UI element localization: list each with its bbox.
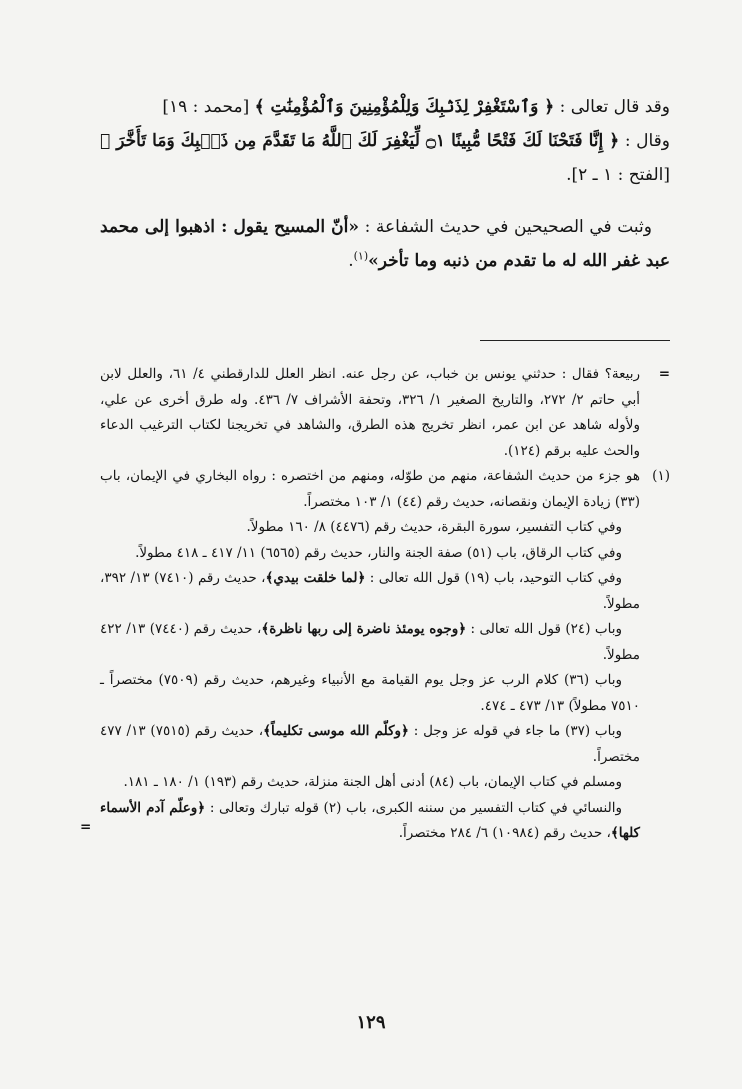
intro-text: وقال :: [619, 131, 670, 151]
continuation-text: ربيعة؟ فقال : حدثني يونس بن خباب، عن رجل عنه. انظر العلل للدارقطني ٤/ ٦١، والعلل لابن أبي حاتم ٢/ ٢٧٢، والتاريخ الصغير ١/ ٣٢٦، وتحفة الأشراف ٧/ ٤٣٦. وله طرق أخرى عن علي، ولأوله شاهد عن ابن عمر، انظر تخريج هذه الطرق، والشاهد في تخريجنا لكتاب الترغيب الدعاء والحث عليه برقم (١٢٤).: [100, 366, 641, 459]
paragraph-quote-fath: [100, 124, 670, 192]
footnotes: [80, 362, 670, 847]
hadith-intro: وثبت في الصحيحين في حديث الشفاعة :: [359, 217, 652, 237]
footnote-1: [100, 464, 670, 515]
footnote-item: والنسائي في كتاب التفسير من سننه الكبرى، باب (٢) قوله تبارك وتعالى : ﴿وعلّم آدم الأسماء كلها﴾، حديث رقم (١٠٩٨٤) ٦/ ٢٨٤ مختصراً. =: [80, 799, 640, 841]
hadith-quote: «أنّ المسيح يقول : اذهبوا إلى محمد عبد غفر الله له ما تقدم من ذنبه وما تأخر»: [100, 217, 670, 271]
footnote-item: وفي كتاب الرقاق، باب (٥١) صفة الجنة والنار، حديث رقم (٦٥٦٥) ١١/ ٤١٧ ـ ٤١٨ مطولاً.: [135, 544, 622, 561]
footnote-continuation: [100, 362, 670, 464]
footnote-text: هو جزء من حديث الشفاعة، منهم من طوّله، ومنهم من اختصره : رواه البخاري في الإيمان، باب (٣٣) زيادة الإيمان ونقصانه، حديث رقم (٤٤) ١/ ١٠٣ مختصراً.: [100, 468, 640, 510]
continuation-mark: =: [658, 366, 670, 382]
paragraph-quote-muhammad: [100, 90, 670, 124]
footnote-number: (١): [652, 468, 670, 484]
verse-reference: [الفتح : ١ ـ ٢].: [566, 165, 670, 185]
quran-verse: ﴿ إِنَّا فَتَحْنَا لَكَ فَتْحًا مُّبِينًا ۝١ لِّيَغْفِرَ لَكَ ٱللَّهُ مَا تَقَدَّمَ مِن ذَنۢبِكَ وَمَا تَأَخَّرَ ﴾: [100, 131, 620, 151]
footnote-item: وباب (٣٦) كلام الرب عز وجل يوم القيامة مع الأنبياء وغيرهم، حديث رقم (٧٥٠٩) مختصراً ـ ٧٥١٠ مطولاً) ١٣/ ٤٧٣ ـ ٤٧٤.: [100, 672, 640, 714]
footnote-item: وباب (٢٤) قول الله تعالى : ﴿وجوه يومئذ ناضرة إلى ربها ناظرة﴾، حديث رقم (٧٤٤٠) ١٣/ ٤٢٢ مطولاً.: [100, 621, 640, 663]
paragraph-hadith: وثبت في الصحيحين في حديث الشفاعة : «أنّ المسيح يقول : اذهبوا إلى محمد عبد غفر الله له ما تقدم من ذنبه وما تأخر»$^{(١)}$.: [100, 217, 670, 271]
page-content: [80, 90, 670, 1070]
page-number: ١٢٩: [356, 1012, 386, 1033]
quran-verse: ﴿ وَٱسْتَغْفِرْ لِذَنۢبِكَ وَلِلْمُؤْمِنِينَ وَٱلْمُؤْمِنَٰتِ ﴾: [254, 97, 555, 117]
main-text: [100, 90, 670, 278]
continuation-mark: =: [80, 819, 92, 835]
footnote-divider: [480, 340, 670, 341]
footnote-item: وباب (٣٧) ما جاء في قوله عز وجل : ﴿وكلّم الله موسى تكليماً﴾، حديث رقم (٧٥١٥) ١٣/ ٤٧٧ مختصراً.: [100, 723, 640, 765]
footnote-item: وفي كتاب التوحيد، باب (١٩) قول الله تعالى : ﴿لما خلقت بيدي﴾، حديث رقم (٧٤١٠) ١٣/ ٣٩٢، مطولاً.: [100, 570, 640, 612]
verse-reference: [محمد : ١٩]: [162, 97, 255, 117]
footnote-item: ومسلم في كتاب الإيمان، باب (٨٤) أدنى أهل الجنة منزلة، حديث رقم (١٩٣) ١/ ١٨٠ ـ ١٨١.: [123, 774, 622, 790]
footnote-item: وفي كتاب التفسير، سورة البقرة، حديث رقم (٤٤٧٦) ٨/ ١٦٠ مطولاً.: [246, 519, 622, 535]
footnote-marker: (١): [353, 249, 369, 263]
intro-text: وقد قال تعالى :: [554, 97, 670, 117]
